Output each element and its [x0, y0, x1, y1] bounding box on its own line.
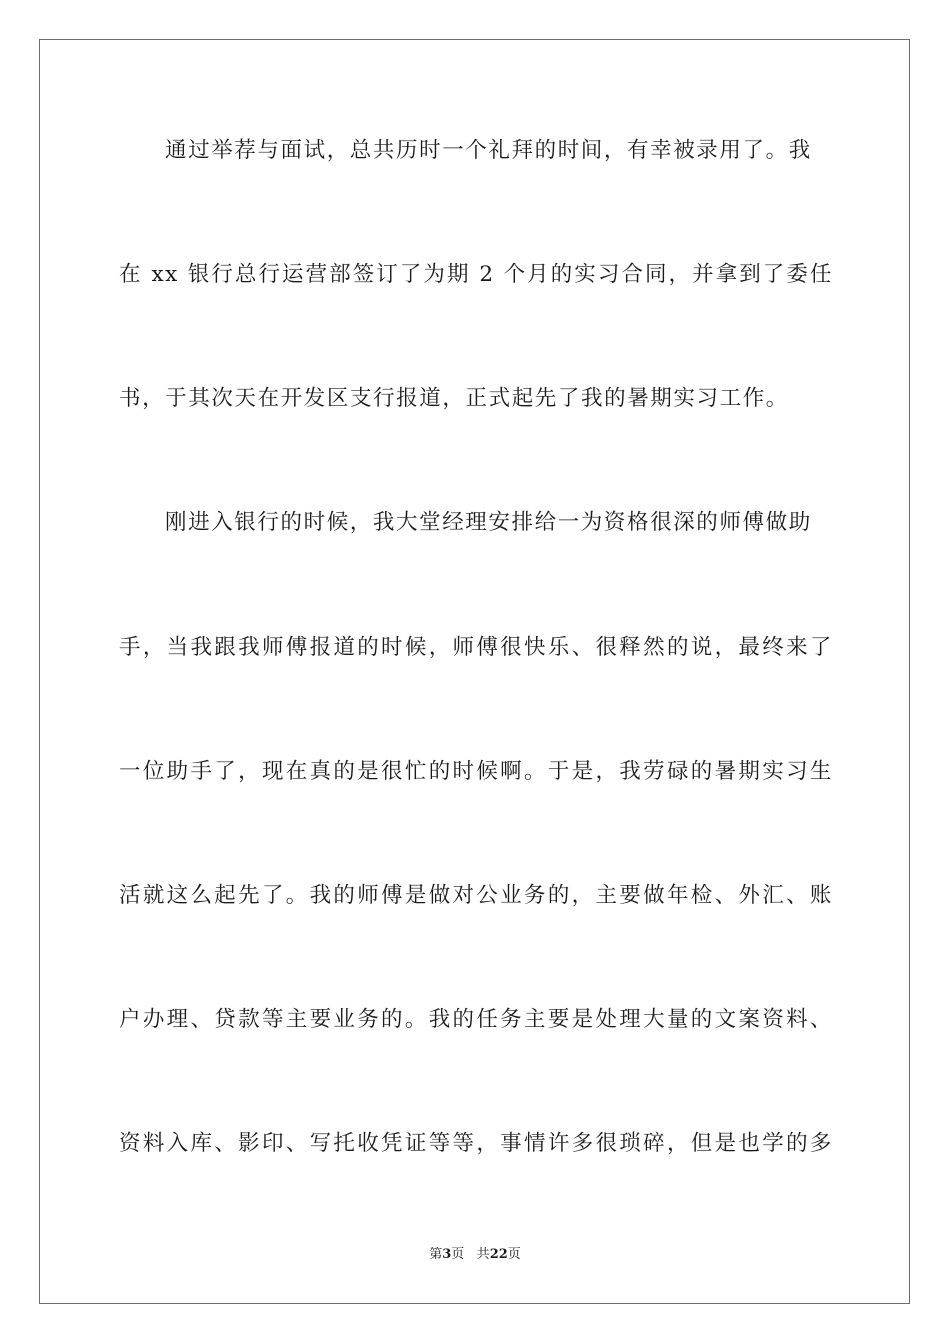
page-total: 22 — [489, 1247, 508, 1262]
page-suffix: 页 — [451, 1247, 465, 1262]
paragraph-line-8: 户办理、贷款等主要业务的。我的任务主要是处理大量的文案资料、 — [119, 1007, 833, 1032]
page-border — [39, 39, 910, 1304]
total-prefix: 共 — [476, 1247, 490, 1262]
paragraph-line-3: 书，于其次天在开发区支行报道，正式起先了我的暑期实习工作。 — [119, 386, 789, 411]
total-suffix: 页 — [507, 1247, 521, 1262]
page-current: 3 — [442, 1247, 452, 1262]
paragraph-line-7: 活就这么起先了。我的师傅是做对公业务的，主要做年检、外汇、账 — [119, 883, 833, 908]
paragraph-line-1: 通过举荐与面试，总共历时一个礼拜的时间，有幸被录用了。我 — [165, 138, 812, 163]
page-prefix: 第 — [429, 1247, 443, 1262]
paragraph-line-2: 在 xx 银行总行运营部签订了为期 2 个月的实习合同，并拿到了委任 — [119, 262, 833, 287]
paragraph-line-9: 资料入库、影印、写托收凭证等等，事情许多很琐碎，但是也学的多 — [119, 1131, 833, 1156]
page-footer — [0, 1246, 950, 1264]
paragraph-line-4: 刚进入银行的时候，我大堂经理安排给一为资格很深的师傅做助 — [165, 510, 812, 535]
paragraph-line-5: 手，当我跟我师傅报道的时候，师傅很快乐、很释然的说，最终来了 — [119, 635, 833, 660]
paragraph-line-6: 一位助手了，现在真的是很忙的时候啊。于是，我劳碌的暑期实习生 — [119, 759, 833, 784]
